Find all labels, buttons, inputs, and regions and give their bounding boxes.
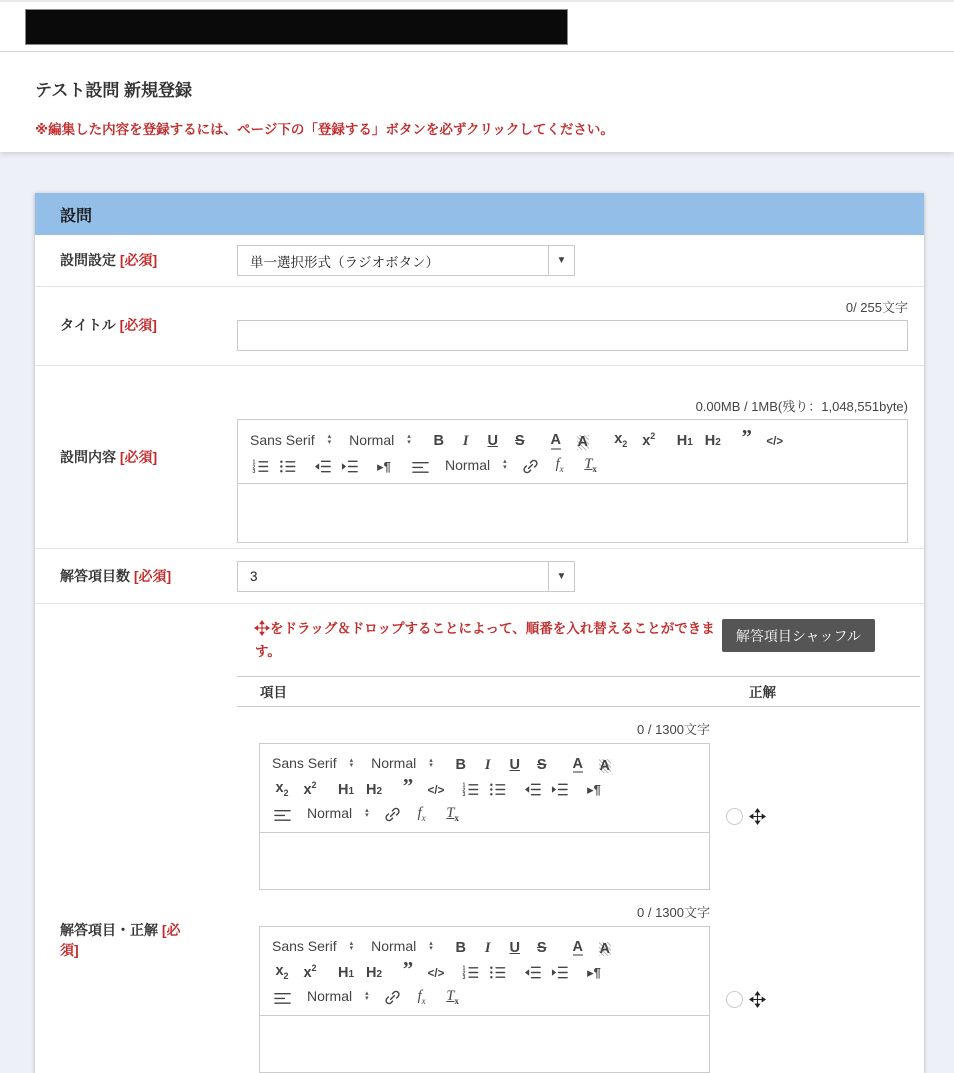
title-char-counter: 0/ 255文字 bbox=[845, 300, 908, 315]
bold-icon[interactable]: B bbox=[433, 432, 444, 449]
correct-answer-radio[interactable] bbox=[726, 991, 743, 1008]
font-picker[interactable]: Sans Serif ▴ ▾ bbox=[272, 938, 354, 955]
answer-count-select[interactable] bbox=[237, 561, 575, 592]
italic-icon[interactable]: I bbox=[462, 432, 469, 449]
lineheight-picker[interactable]: Normal ▴ ▾ bbox=[445, 456, 507, 473]
required-badge: [必須] bbox=[119, 448, 158, 465]
page-body bbox=[0, 152, 954, 1006]
subscript-icon[interactable]: $x_2$ bbox=[275, 780, 289, 798]
answer-items-label: 解答項目・正解 [必須] bbox=[60, 922, 181, 959]
updown-arrows-icon: ▴ ▾ bbox=[365, 806, 369, 820]
answer-count-label: 解答項目数 [必須] bbox=[60, 567, 172, 584]
blockquote-icon[interactable]: ” bbox=[741, 425, 752, 450]
question-type-select[interactable] bbox=[237, 245, 575, 276]
color-icon[interactable]: A bbox=[550, 432, 561, 448]
header-2-icon[interactable]: H2 bbox=[704, 432, 721, 449]
header-1-icon[interactable]: H1 bbox=[337, 964, 355, 981]
content-editor-textarea[interactable] bbox=[238, 484, 907, 542]
answer-rich-editor bbox=[259, 743, 710, 890]
superscript-icon[interactable]: $x^2$ bbox=[303, 962, 317, 981]
required-badge: [必須] bbox=[60, 922, 181, 959]
column-correct: 正解 bbox=[749, 685, 776, 701]
drag-handle-move-icon[interactable] bbox=[750, 809, 765, 824]
header-1-icon[interactable]: H1 bbox=[337, 781, 355, 798]
top-navigation-bar bbox=[0, 0, 954, 52]
strike-icon[interactable]: S bbox=[536, 756, 547, 773]
question-form-card bbox=[35, 193, 924, 1073]
direction-icon[interactable]: ▸¶ bbox=[377, 458, 391, 474]
updown-arrows-icon: ▴ ▾ bbox=[349, 756, 354, 770]
list-ordered-icon[interactable] bbox=[460, 778, 480, 798]
answer-editor-toolbar bbox=[260, 927, 709, 1016]
direction-icon[interactable]: ▸¶ bbox=[587, 782, 601, 798]
formula-icon[interactable]: $f_x$ bbox=[555, 456, 564, 475]
answer-rich-editor bbox=[259, 926, 710, 1073]
shuffle-answers-button[interactable]: 解答項目シャッフル bbox=[722, 619, 875, 652]
list-bullet-icon[interactable] bbox=[487, 778, 507, 798]
code-block-icon[interactable]: </> bbox=[766, 436, 784, 449]
color-icon[interactable]: A bbox=[572, 755, 583, 772]
answer-editor-toolbar bbox=[260, 744, 709, 833]
clean-icon[interactable]: $T_x$ bbox=[446, 805, 459, 823]
outdent-icon[interactable] bbox=[312, 455, 332, 475]
move-icon bbox=[255, 621, 269, 642]
list-ordered-icon[interactable] bbox=[460, 961, 480, 981]
content-editor-toolbar bbox=[238, 420, 907, 484]
redacted-logo-block bbox=[25, 9, 568, 45]
lineheight-picker[interactable]: Normal ▴ ▾ bbox=[307, 988, 369, 1005]
clean-icon[interactable]: $T_x$ bbox=[446, 988, 459, 1006]
link-icon[interactable] bbox=[521, 455, 541, 475]
answer-items-list bbox=[237, 719, 920, 1073]
background-icon[interactable]: A bbox=[577, 434, 588, 450]
title-input[interactable] bbox=[237, 320, 908, 351]
answer-item bbox=[237, 719, 920, 890]
answer-count-value: 3 bbox=[250, 568, 258, 584]
outdent-icon[interactable] bbox=[522, 961, 542, 981]
chevron-down-icon[interactable]: ▼ bbox=[548, 562, 574, 591]
bold-icon[interactable]: B bbox=[455, 939, 466, 956]
drag-drop-instruction: をドラッグ＆ドロップすることによって、順番を入れ替えることができます。 bbox=[255, 621, 715, 659]
page-warning-note: ※編集した内容を登録するには、ページ下の「登録する」ボタンを必ずクリックしてください。 bbox=[35, 122, 614, 137]
answer-table-header bbox=[237, 676, 920, 707]
column-item: 項目 bbox=[260, 685, 287, 701]
title-row bbox=[35, 287, 924, 366]
font-picker[interactable]: Sans Serif ▴ ▾ bbox=[272, 755, 354, 772]
clean-icon[interactable]: $T_x$ bbox=[584, 456, 597, 475]
question-type-value: 単一選択形式（ラジオボタン） bbox=[250, 254, 439, 270]
question-type-label: 設問設定 [必須] bbox=[60, 252, 158, 269]
size-picker[interactable]: Normal ▴ ▾ bbox=[371, 938, 433, 955]
required-badge: [必須] bbox=[133, 567, 172, 584]
blockquote-icon[interactable]: ” bbox=[402, 774, 414, 799]
size-picker[interactable]: Normal ▴ ▾ bbox=[371, 755, 433, 772]
superscript-icon[interactable]: $x^2$ bbox=[303, 779, 317, 798]
formula-icon[interactable]: $f_x$ bbox=[417, 988, 426, 1006]
content-rich-editor bbox=[237, 419, 908, 543]
header-2-icon[interactable]: H2 bbox=[365, 964, 383, 981]
background-icon[interactable]: A bbox=[599, 940, 610, 957]
question-type-row bbox=[35, 235, 924, 287]
updown-arrows-icon: ▴ ▾ bbox=[349, 939, 354, 953]
font-picker[interactable]: Sans Serif ▴ ▾ bbox=[250, 431, 332, 448]
content-row bbox=[35, 366, 924, 549]
content-size-counter: 0.00MB / 1MB(残り：1,048,551byte) bbox=[695, 399, 908, 414]
required-badge: [必須] bbox=[119, 252, 158, 269]
chevron-down-icon[interactable]: ▼ bbox=[548, 246, 574, 275]
italic-icon[interactable]: I bbox=[484, 756, 491, 773]
updown-arrows-icon: ▴ ▾ bbox=[503, 457, 507, 471]
updown-arrows-icon: ▴ ▾ bbox=[429, 756, 433, 770]
svg-text:3: 3 bbox=[461, 975, 465, 982]
background-icon[interactable]: A bbox=[599, 757, 610, 774]
underline-icon[interactable]: U bbox=[509, 756, 520, 773]
link-icon[interactable] bbox=[383, 986, 403, 1006]
outdent-icon[interactable] bbox=[522, 778, 542, 798]
blockquote-icon[interactable]: ” bbox=[402, 957, 414, 982]
title-label: タイトル [必須] bbox=[60, 317, 157, 333]
italic-icon[interactable]: I bbox=[484, 939, 491, 956]
updown-arrows-icon: ▴ ▾ bbox=[365, 989, 369, 1003]
list-ordered-icon[interactable] bbox=[250, 455, 270, 475]
drag-handle-move-icon[interactable] bbox=[750, 992, 765, 1007]
bold-icon[interactable]: B bbox=[455, 756, 466, 773]
code-block-icon[interactable]: </> bbox=[427, 968, 445, 981]
underline-icon[interactable]: U bbox=[509, 939, 520, 956]
list-bullet-icon[interactable] bbox=[487, 961, 507, 981]
align-icon[interactable] bbox=[272, 803, 292, 823]
answer-editor-textarea[interactable] bbox=[260, 833, 709, 889]
formula-icon[interactable]: $f_x$ bbox=[417, 805, 426, 823]
indent-icon[interactable] bbox=[339, 455, 359, 475]
required-badge: [必須] bbox=[119, 317, 157, 333]
page-header bbox=[0, 52, 954, 152]
subscript-icon[interactable]: $x_2$ bbox=[614, 431, 628, 450]
answer-items-row bbox=[35, 604, 924, 1073]
updown-arrows-icon: ▴ ▾ bbox=[429, 939, 433, 953]
answer-char-counter: 0 / 1300文字 bbox=[637, 721, 710, 737]
svg-text:2: 2 bbox=[461, 970, 465, 977]
answer-item bbox=[237, 902, 920, 1073]
svg-text:3: 3 bbox=[251, 468, 255, 475]
answer-editor-textarea[interactable] bbox=[260, 1016, 709, 1072]
indent-icon[interactable] bbox=[549, 961, 569, 981]
strike-icon[interactable]: S bbox=[514, 432, 525, 449]
correct-answer-radio[interactable] bbox=[726, 808, 743, 825]
underline-icon[interactable]: U bbox=[487, 432, 498, 449]
header-2-icon[interactable]: H2 bbox=[365, 781, 383, 798]
page-title: テスト設問 新規登録 bbox=[35, 81, 193, 100]
section-header: 設問 bbox=[35, 193, 924, 235]
indent-icon[interactable] bbox=[549, 778, 569, 798]
list-bullet-icon[interactable] bbox=[277, 455, 297, 475]
answer-count-row bbox=[35, 549, 924, 604]
svg-text:1: 1 bbox=[251, 459, 255, 466]
link-icon[interactable] bbox=[383, 803, 403, 823]
subscript-icon[interactable]: $x_2$ bbox=[275, 963, 289, 981]
svg-text:2: 2 bbox=[251, 463, 255, 470]
svg-text:1: 1 bbox=[461, 783, 465, 790]
align-icon[interactable] bbox=[272, 986, 292, 1006]
updown-arrows-icon: ▴ ▾ bbox=[327, 432, 332, 446]
answer-char-counter: 0 / 1300文字 bbox=[637, 904, 710, 920]
direction-icon[interactable]: ▸¶ bbox=[587, 965, 601, 981]
align-icon[interactable] bbox=[410, 455, 430, 475]
strike-icon[interactable]: S bbox=[536, 939, 547, 956]
content-label: 設問内容 [必須] bbox=[60, 448, 158, 465]
svg-text:2: 2 bbox=[461, 787, 465, 794]
header-1-icon[interactable]: H1 bbox=[676, 432, 693, 449]
lineheight-picker[interactable]: Normal ▴ ▾ bbox=[307, 805, 369, 822]
updown-arrows-icon: ▴ ▾ bbox=[407, 432, 411, 446]
size-picker[interactable]: Normal ▴ ▾ bbox=[349, 431, 411, 448]
svg-text:1: 1 bbox=[461, 966, 465, 973]
superscript-icon[interactable]: $x^2$ bbox=[642, 431, 656, 449]
color-icon[interactable]: A bbox=[572, 938, 583, 955]
code-block-icon[interactable]: </> bbox=[427, 785, 445, 798]
svg-text:3: 3 bbox=[461, 792, 465, 799]
